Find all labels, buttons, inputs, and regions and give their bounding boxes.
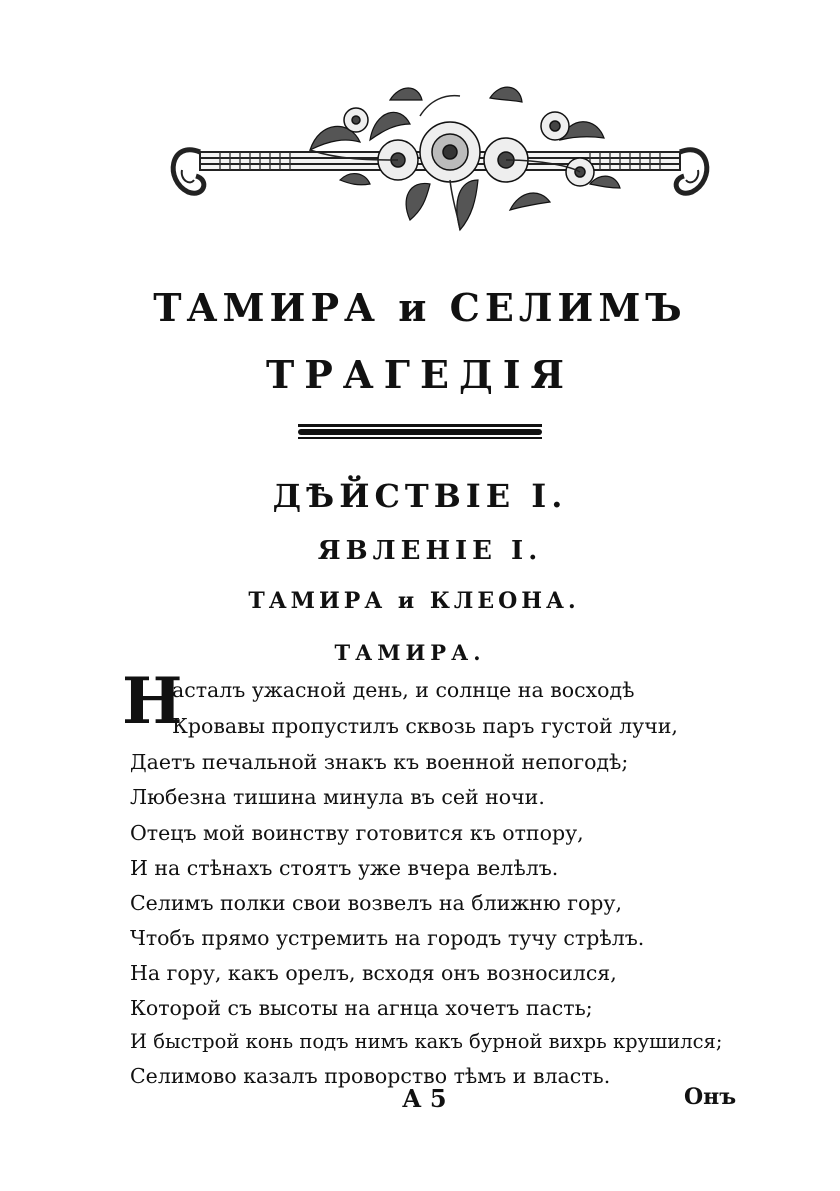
rule-thin-bottom: [298, 437, 542, 439]
scene-heading: ЯВЛЕНІЕ I.: [317, 536, 543, 566]
verse-line: Которой съ высоты на агнца хочетъ пасть;: [130, 996, 593, 1020]
verse-line: Селимъ полки свои возвелъ на ближню гору,: [130, 891, 622, 915]
verse-line: Селимово казалъ проворство тѣмъ и власть.: [130, 1064, 611, 1088]
verse-line: Кровавы пропустилъ сквозь паръ густой лучи,: [172, 714, 678, 738]
verse-line: На гору, какъ орелъ, всходя онъ возносился,: [130, 961, 617, 985]
catchword: Онъ: [684, 1084, 737, 1110]
play-title: ТАМИРА и СЕЛИМЪ: [153, 285, 687, 330]
signature-mark: А 5: [402, 1084, 447, 1113]
play-genre: ТРАГЕДІЯ: [265, 352, 575, 397]
act-heading: ДѢЙСТВІЕ I.: [272, 477, 568, 515]
floral-headpiece-ornament: [160, 80, 720, 240]
verse-line: Любезна тишина минула въ сей ночи.: [130, 785, 545, 809]
characters-heading: ТАМИРА и КЛЕОНА.: [248, 588, 580, 614]
speaker-name: ТАМИРА.: [334, 640, 486, 665]
verse-line: Даетъ печальной знакъ къ военной непогодѣ;: [130, 750, 629, 774]
rule-thin-top: [298, 424, 542, 427]
verse-line: асталъ ужасной день, и солнце на восходѣ: [172, 678, 635, 702]
verse-line: Отецъ мой воинству готовится къ отпору,: [130, 821, 584, 845]
verse-line: Чтобъ прямо устремить на городъ тучу стрѣлъ.: [130, 926, 645, 950]
verse-line: И быстрой конь подъ нимъ какъ бурной вихрь крушился;: [130, 1030, 723, 1053]
rule-thick: [298, 429, 542, 435]
verse-line: И на стѣнахъ стоятъ уже вчера велѣлъ.: [130, 856, 559, 880]
drop-cap: Н: [122, 664, 183, 739]
